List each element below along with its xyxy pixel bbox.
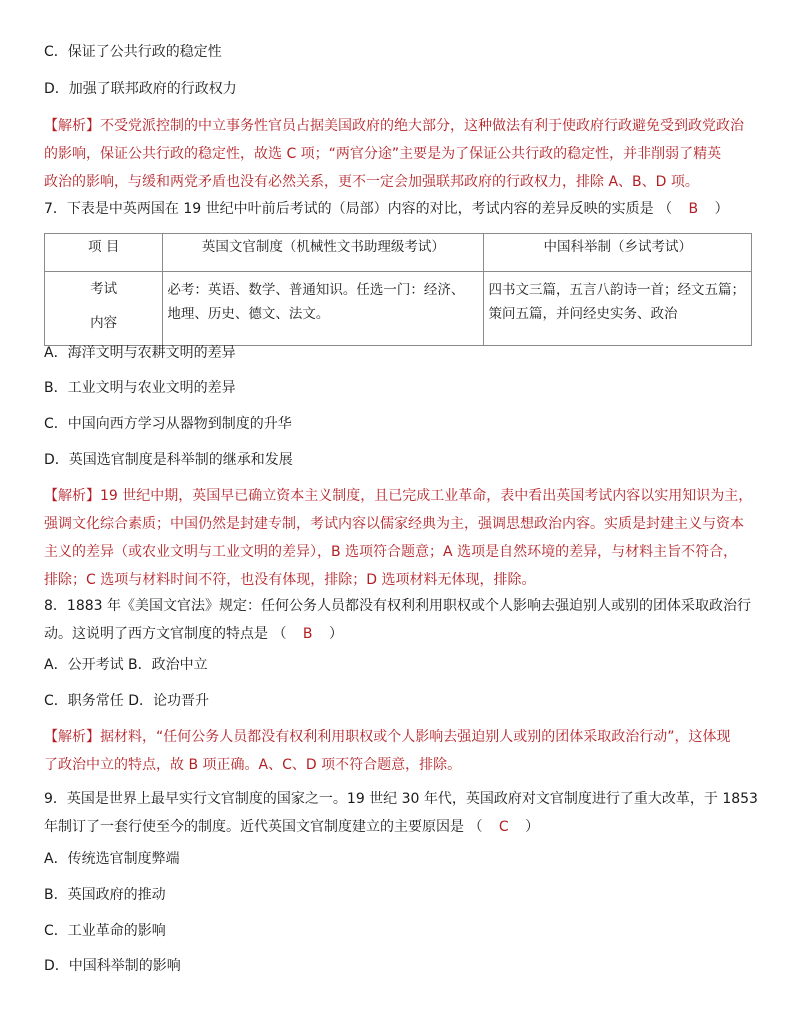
cn-exam-content: 四书文三篇，五言八韵诗一首；经文五篇； 策问五篇，并问经史实务、政治 bbox=[484, 272, 752, 346]
q9-answer: C bbox=[498, 819, 509, 835]
q6-option-c: C．保证了公共行政的稳定性 bbox=[44, 44, 222, 60]
analysis-line: 强调文化综合素质；中国仍然是封建专制，考试内容以儒家经典为主，强调思想政治内容。实质是封建主义与资本 bbox=[44, 516, 744, 532]
q9-stem: 9．英国是世界上最早实行文官制度的国家之一。19 世纪 30 年代，英国政府对文官制度进行了重大改革，于 1853 年制订了一套行使至今的制度。近代英国文官制度建立的主要原因是 （ C ） bbox=[44, 791, 758, 835]
q9-option-d: D．中国科举制的影响 bbox=[44, 958, 181, 974]
analysis-line: 19 世纪中期，英国早已确立资本主义制度，且已完成工业革命，表中看出英国考试内容以实用知识为主， bbox=[100, 488, 753, 504]
analysis-line: 政治的影响，与缓和两党矛盾也没有必然关系，更不一定会加强联邦政府的行政权力，排除 A、B、D 项。 bbox=[44, 174, 699, 190]
q9-option-c: C．工业革命的影响 bbox=[44, 923, 166, 939]
q6-analysis bbox=[44, 112, 764, 196]
analysis-line: 不受党派控制的中立事务性官员占据美国政府的绝大部分，这种做法有利于使政府行政避免受到政党政治 bbox=[100, 118, 744, 134]
analysis-line: 排除；C 选项与材料时间不符，也没有体现，排除；D 选项材料无体现，排除。 bbox=[44, 572, 536, 588]
row-label: 考试 内容 bbox=[45, 272, 163, 346]
q8-answer: B bbox=[302, 626, 313, 642]
q7-answer: B bbox=[688, 201, 699, 217]
analysis-tag: 【解析】 bbox=[44, 118, 100, 134]
analysis-line: 主义的差异（或农业文明与工业文明的差异），B 选项符合题意；A 选项是自然环境的差异，与材料主旨不符合， bbox=[44, 544, 738, 560]
q8-analysis bbox=[44, 723, 764, 779]
q7-option-c: C．中国向西方学习从器物到制度的升华 bbox=[44, 416, 292, 432]
analysis-line: 据材料，“任何公务人员都没有权利利用职权或个人影响去强迫别人或别的团体采取政治行动”，这体现 bbox=[100, 729, 731, 745]
analysis-tag: 【解析】 bbox=[44, 729, 100, 745]
q8-stem: 8．1883 年《美国文官法》规定：任何公务人员都没有权利利用职权或个人影响去强迫别人或别的团体采取政治行 动。这说明了西方文官制度的特点是 （ B ） bbox=[44, 598, 751, 642]
uk-exam-content: 必考：英语、数学、普通知识。任选一门：经济、 地理、历史、德文、法文。 bbox=[163, 272, 484, 346]
table-row bbox=[45, 272, 752, 346]
analysis-line: 了政治中立的特点，故 B 项正确。A、C、D 项不符合题意，排除。 bbox=[44, 757, 462, 773]
q9-option-a: A．传统选官制度弊端 bbox=[44, 851, 180, 867]
q7-analysis bbox=[44, 482, 764, 594]
table-header-cn: 中国科举制（乡试考试） bbox=[484, 234, 752, 272]
table-header-uk: 英国文官制度（机械性文书助理级考试） bbox=[163, 234, 484, 272]
table-header-row bbox=[45, 234, 752, 272]
q7-option-d: D．英国选官制度是科举制的继承和发展 bbox=[44, 452, 293, 468]
table-header-item: 项 目 bbox=[45, 234, 163, 272]
comparison-table bbox=[44, 233, 752, 346]
analysis-line: 的影响，保证公共行政的稳定性，故选 C 项；“两官分途”主要是为了保证公共行政的稳定性，并非削弱了精英 bbox=[44, 146, 722, 162]
q8-options-ab: A．公开考试 B．政治中立 bbox=[44, 657, 208, 673]
q7-stem: 7．下表是中英两国在 19 世纪中叶前后考试的（局部）内容的对比，考试内容的差异反映的实质是 （ B ） bbox=[44, 201, 729, 217]
q7-option-a: A．海洋文明与农耕文明的差异 bbox=[44, 345, 236, 361]
q6-option-d: D．加强了联邦政府的行政权力 bbox=[44, 81, 237, 97]
q7-option-b: B．工业文明与农业文明的差异 bbox=[44, 380, 236, 396]
analysis-tag: 【解析】 bbox=[44, 488, 100, 504]
q8-options-cd: C．职务常任 D．论功晋升 bbox=[44, 693, 210, 709]
q9-option-b: B．英国政府的推动 bbox=[44, 887, 166, 903]
